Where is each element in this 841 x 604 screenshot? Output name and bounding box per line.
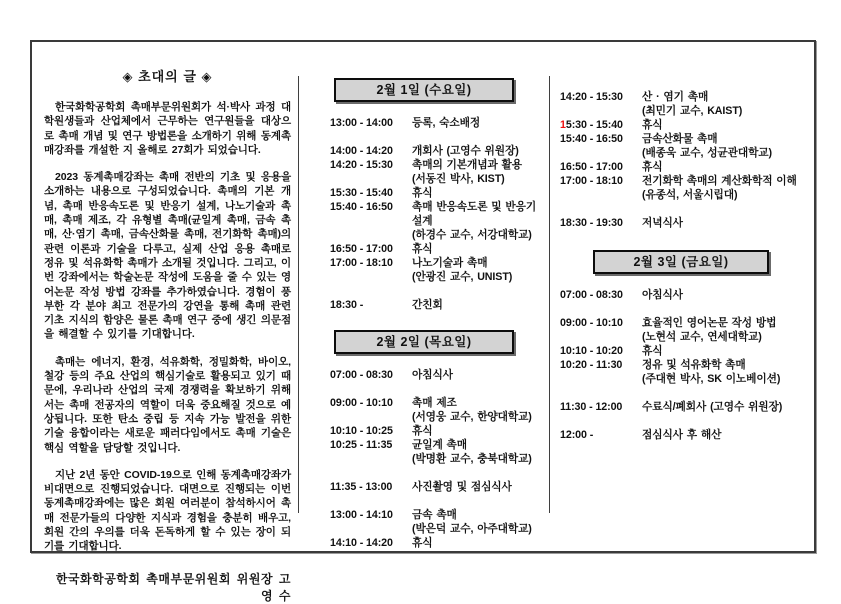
session-time: 09:00 - 10:10 xyxy=(560,317,623,329)
session-speaker: (최민기 교수, KAIST) xyxy=(642,105,743,117)
session-time: 16:50 - 17:00 xyxy=(330,243,393,255)
session-time: 17:00 - 18:10 xyxy=(330,257,393,269)
session-title: 정유 및 석유화학 촉매 xyxy=(642,359,746,371)
session-body xyxy=(412,116,542,130)
schedule-row xyxy=(330,508,542,536)
session-title: 금속 촉매 xyxy=(412,509,457,521)
schedule-row xyxy=(330,186,542,200)
schedule-row xyxy=(560,132,814,160)
schedule-row xyxy=(560,288,814,302)
schedule-row xyxy=(560,216,814,230)
day1-rows xyxy=(330,116,542,312)
session-body xyxy=(412,438,542,466)
schedule-row xyxy=(330,242,542,256)
session-title: 아침식사 xyxy=(642,289,683,301)
schedule-row xyxy=(560,358,814,386)
session-body xyxy=(642,90,814,118)
session-speaker: (서동진 박사, KIST) xyxy=(412,173,505,185)
session-title: 간친회 xyxy=(412,299,443,311)
session-title: 촉매 제조 xyxy=(412,397,457,409)
schedule-column-right xyxy=(560,90,814,442)
session-time: 13:00 - 14:10 xyxy=(330,509,393,521)
session-time: 13:00 - 14:00 xyxy=(330,117,393,129)
session-body xyxy=(412,298,542,312)
day3-rows xyxy=(560,288,814,442)
session-body xyxy=(412,508,542,536)
session-time: 09:00 - 10:10 xyxy=(330,397,393,409)
schedule-row xyxy=(330,298,542,312)
session-speaker: (박명환 교수, 충북대학교) xyxy=(412,453,532,465)
session-title: 사진촬영 및 점심식사 xyxy=(412,481,512,493)
column-divider-right xyxy=(549,76,550,513)
schedule-column-middle xyxy=(330,78,542,550)
session-body xyxy=(642,118,814,132)
schedule-row xyxy=(330,116,542,130)
session-time: 14:10 - 14:20 xyxy=(330,537,393,549)
session-body xyxy=(642,316,814,344)
session-title: 저녁식사 xyxy=(642,217,683,229)
schedule-row xyxy=(560,400,814,414)
column-divider-left xyxy=(298,76,299,513)
session-time: 11:30 - 12:00 xyxy=(560,401,623,413)
day2-rows xyxy=(330,368,542,550)
session-body xyxy=(412,242,542,256)
session-title: 촉매 반응속도론 및 반응기 설계 xyxy=(412,201,537,227)
session-speaker: (하경수 교수, 서강대학교) xyxy=(412,229,532,241)
session-time: 10:25 - 11:35 xyxy=(330,439,393,451)
session-body xyxy=(642,216,814,230)
session-body xyxy=(412,144,542,158)
session-time: 10:10 - 10:20 xyxy=(560,345,623,357)
session-body xyxy=(412,200,542,242)
schedule-row xyxy=(330,158,542,186)
day3-header: 2월 3일 (금요일) xyxy=(593,250,769,274)
session-title: 휴식 xyxy=(642,345,663,357)
session-title: 휴식 xyxy=(412,187,433,199)
session-title: 휴식 xyxy=(642,161,663,173)
session-body xyxy=(412,396,542,424)
schedule-row xyxy=(330,144,542,158)
schedule-row xyxy=(560,344,814,358)
session-title: 나노기술과 촉매 xyxy=(412,257,488,269)
session-speaker: (서영웅 교수, 한양대학교) xyxy=(412,411,532,423)
schedule-row xyxy=(560,118,814,132)
session-time: 15:40 - 16:50 xyxy=(560,133,623,145)
session-time: 17:00 - 18:10 xyxy=(560,175,623,187)
session-title: 휴식 xyxy=(412,537,433,549)
schedule-row xyxy=(330,438,542,466)
session-body xyxy=(412,186,542,200)
session-speaker: (배종욱 교수, 성균관대학교) xyxy=(642,147,772,159)
session-time: 07:00 - 08:30 xyxy=(560,289,623,301)
schedule-row xyxy=(560,90,814,118)
session-body xyxy=(412,256,542,284)
schedule-row xyxy=(560,316,814,344)
session-title: 산 · 염기 촉매 xyxy=(642,91,709,103)
day2-header: 2월 2일 (목요일) xyxy=(334,330,514,354)
invitation-column xyxy=(44,66,291,604)
session-title: 전기화학 촉매의 계산화학적 이해 xyxy=(642,175,797,187)
session-time: 18:30 - 19:30 xyxy=(560,217,623,229)
schedule-row xyxy=(330,396,542,424)
session-speaker: (주대현 박사, SK 이노베이션) xyxy=(642,373,781,385)
highlighted-digit: 1 xyxy=(560,119,566,131)
schedule-row xyxy=(560,174,814,202)
session-time: 11:35 - 13:00 xyxy=(330,481,393,493)
session-speaker: (노현석 교수, 연세대학교) xyxy=(642,331,762,343)
session-body xyxy=(642,132,814,160)
session-speaker: (박은덕 교수, 아주대학교) xyxy=(412,523,532,535)
invitation-paragraph: 2023 동계촉매강좌는 촉매 전반의 기초 및 응용을 소개하는 내용으로 구성되었습니다. 촉매의 기본 개념, 촉매 반응속도론 및 반응기 설계, 나노기술과 촉매, 촉매 제조, 각 유형별 촉매(균일계 촉매, 금속 촉매, 산·염기 촉매, 금속산화물 촉매, 전기화학 촉매)의 관련 이론과 기술을 다루고, 실제 산업 응용 촉매로 정유 및 석유화학 촉매가 소개될 것입니다. 그리고, 이번 강좌에서는 학술논문 작성에 도움을 줄 수 있는 영어논문 작성 방법 강좌를 추가하였습니다. 경험이 풍부한 각 분야 최고 전문가의 강연을 통해 촉매 관련 기초 지식의 함양은 물론 촉매 연구 중에 생긴 의문점을 해결할 수 있기를 기대합니다. xyxy=(44,171,291,341)
session-title: 점심식사 후 해산 xyxy=(642,429,722,441)
day3-section xyxy=(560,250,814,442)
schedule-row xyxy=(330,368,542,382)
session-body xyxy=(412,424,542,438)
invitation-title: ◈ 초대의 글 ◈ xyxy=(122,69,213,84)
session-title: 효율적인 영어논문 작성 방법 xyxy=(642,317,777,329)
session-body xyxy=(642,428,814,442)
session-time: 14:00 - 14:20 xyxy=(330,145,393,157)
session-time: 18:30 - xyxy=(330,299,364,311)
day2-continued-rows xyxy=(560,90,814,230)
session-time: 15:30 - 15:40 xyxy=(330,187,393,199)
session-body xyxy=(412,480,542,494)
session-title: 등록, 숙소배정 xyxy=(412,117,481,129)
session-time: 16:50 - 17:00 xyxy=(560,161,623,173)
session-body xyxy=(642,288,814,302)
day1-section xyxy=(330,78,542,312)
chairman-signature: 한국화학공학회 촉매부문위원회 위원장 고 영 수 xyxy=(55,571,291,603)
session-time: 14:20 - 15:30 xyxy=(330,159,393,171)
session-body xyxy=(642,344,814,358)
session-speaker: (안광진 교수, UNIST) xyxy=(412,271,513,283)
session-title: 수료식/폐회사 (고영수 위원장) xyxy=(642,401,783,413)
schedule-row xyxy=(330,480,542,494)
session-body xyxy=(642,174,814,202)
invitation-paragraph: 한국화학공학회 촉매부문위원회가 석·박사 과정 대학원생들과 산업체에서 근무하는 연구원들을 대상으로 촉매 개념 및 연구 방법론을 소개하기 위해 동계촉매강좌를 개설한 지 올해로 27회가 되었습니다. xyxy=(44,101,291,156)
session-time: 10:10 - 10:25 xyxy=(330,425,393,437)
session-body xyxy=(642,160,814,174)
session-time: 15:30 - 15:40 xyxy=(560,119,623,131)
session-title: 아침식사 xyxy=(412,369,453,381)
schedule-row xyxy=(560,160,814,174)
schedule-row xyxy=(330,424,542,438)
session-title: 균일계 촉매 xyxy=(412,439,467,451)
session-title: 촉매의 기본개념과 활용 xyxy=(412,159,522,171)
session-body xyxy=(412,536,542,550)
session-time: 15:40 - 16:50 xyxy=(330,201,393,213)
session-body xyxy=(642,400,814,414)
day2-section xyxy=(330,330,542,550)
session-title: 휴식 xyxy=(412,425,433,437)
schedule-row xyxy=(560,428,814,442)
session-title: 금속산화물 촉매 xyxy=(642,133,718,145)
session-body xyxy=(412,368,542,382)
schedule-row xyxy=(330,256,542,284)
session-time: 07:00 - 08:30 xyxy=(330,369,393,381)
schedule-row xyxy=(330,200,542,242)
session-speaker: (유종석, 서울시립대) xyxy=(642,189,738,201)
invitation-paragraph: 지난 2년 동안 COVID-19으로 인해 동계촉매강좌가 비대면으로 진행되었습니다. 대면으로 진행되는 이번 동계촉매강좌에는 많은 회원 여러분이 참석하시어 촉매 전문가들의 다양한 지식과 경험을 충분히 배우고, 회원 간의 우의를 더욱 돈독하게 할 수 있는 장이 되기를 기대합니다. xyxy=(44,468,291,553)
session-body xyxy=(412,158,542,186)
session-title: 휴식 xyxy=(412,243,433,255)
schedule-row xyxy=(330,536,542,550)
session-title: 개회사 (고영수 위원장) xyxy=(412,145,519,157)
session-time: 14:20 - 15:30 xyxy=(560,91,623,103)
session-time: 10:20 - 11:30 xyxy=(560,359,623,371)
session-body xyxy=(642,358,814,386)
invitation-paragraph: 촉매는 에너지, 환경, 석유화학, 정밀화학, 바이오, 철강 등의 주요 산업의 핵심기술로 활용되고 있기 때문에, 우리나라 산업의 국제 경쟁력을 확보하기 위해서는 촉매 전공자의 역할이 더욱 중요해질 것으로 예상됩니다. 또한 탄소 중립 등 지속 가능 발전을 위한 기술 융합이라는 새로운 패러다임에서도 촉매 기술은 핵심 역할을 담당할 것입니다. xyxy=(44,355,291,454)
session-title: 휴식 xyxy=(642,119,663,131)
session-time: 12:00 - xyxy=(560,429,594,441)
day1-header: 2월 1일 (수요일) xyxy=(334,78,514,102)
